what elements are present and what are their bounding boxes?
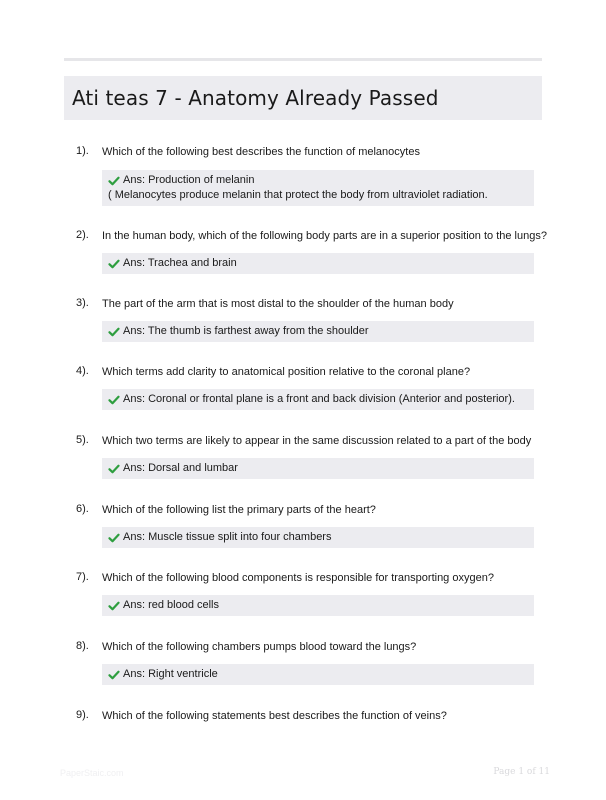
- question-text: In the human body, which of the following body parts are in a superior position to the lungs?: [102, 230, 547, 242]
- question-text: The part of the arm that is most distal to the shoulder of the human body: [102, 298, 454, 310]
- question-number: 5).: [76, 434, 89, 446]
- question-number: 8).: [76, 640, 89, 652]
- question-number: 3).: [76, 297, 89, 309]
- check-icon: [108, 258, 120, 270]
- question-text: Which of the following list the primary parts of the heart?: [102, 504, 376, 516]
- answer-text: Ans: The thumb is farthest away from the shoulder: [123, 325, 369, 337]
- check-icon: [108, 326, 120, 338]
- check-icon: [108, 394, 120, 406]
- check-icon: [108, 669, 120, 681]
- answer-explanation: ( Melanocytes produce melanin that protect the body from ultraviolet radiation.: [108, 189, 488, 201]
- question-text: Which of the following best describes the function of melanocytes: [102, 146, 420, 158]
- answer-box: [102, 664, 534, 685]
- check-icon: [108, 175, 120, 187]
- question-number: 9).: [76, 709, 89, 721]
- question-number: 6).: [76, 503, 89, 515]
- page-number: Page 1 of 11: [493, 767, 550, 777]
- answer-box: [102, 595, 534, 616]
- answer-text: Ans: red blood cells: [123, 599, 219, 611]
- answer-box: [102, 321, 534, 342]
- answer-box: [102, 389, 534, 410]
- answer-box: [102, 458, 534, 479]
- title-banner: [64, 76, 542, 120]
- question-number: 4).: [76, 365, 89, 377]
- question-text: Which of the following chambers pumps blood toward the lungs?: [102, 641, 417, 653]
- question-text: Which of the following blood components is responsible for transporting oxygen?: [102, 572, 494, 584]
- document-title: Ati teas 7 - Anatomy Already Passed: [72, 86, 439, 110]
- check-icon: [108, 600, 120, 612]
- answer-text: Ans: Right ventricle: [123, 668, 218, 680]
- answer-text: Ans: Production of melanin: [123, 174, 255, 186]
- answer-box: [102, 527, 534, 548]
- answer-text: Ans: Muscle tissue split into four chambers: [123, 531, 332, 543]
- question-number: 7).: [76, 571, 89, 583]
- question-number: 1).: [76, 145, 89, 157]
- answer-box: [102, 253, 534, 274]
- check-icon: [108, 532, 120, 544]
- answer-box: [102, 170, 534, 206]
- question-number: 2).: [76, 229, 89, 241]
- answer-text: Ans: Coronal or frontal plane is a front and back division (Anterior and posterior).: [123, 393, 515, 405]
- check-icon: [108, 463, 120, 475]
- top-divider: [64, 58, 542, 61]
- question-text: Which terms add clarity to anatomical position relative to the coronal plane?: [102, 366, 471, 378]
- footer-watermark: PaperStaic.com: [60, 768, 124, 778]
- question-text: Which of the following statements best describes the function of veins?: [102, 710, 447, 722]
- answer-text: Ans: Dorsal and lumbar: [123, 462, 238, 474]
- question-text: Which two terms are likely to appear in the same discussion related to a part of the body: [102, 435, 532, 447]
- answer-text: Ans: Trachea and brain: [123, 257, 237, 269]
